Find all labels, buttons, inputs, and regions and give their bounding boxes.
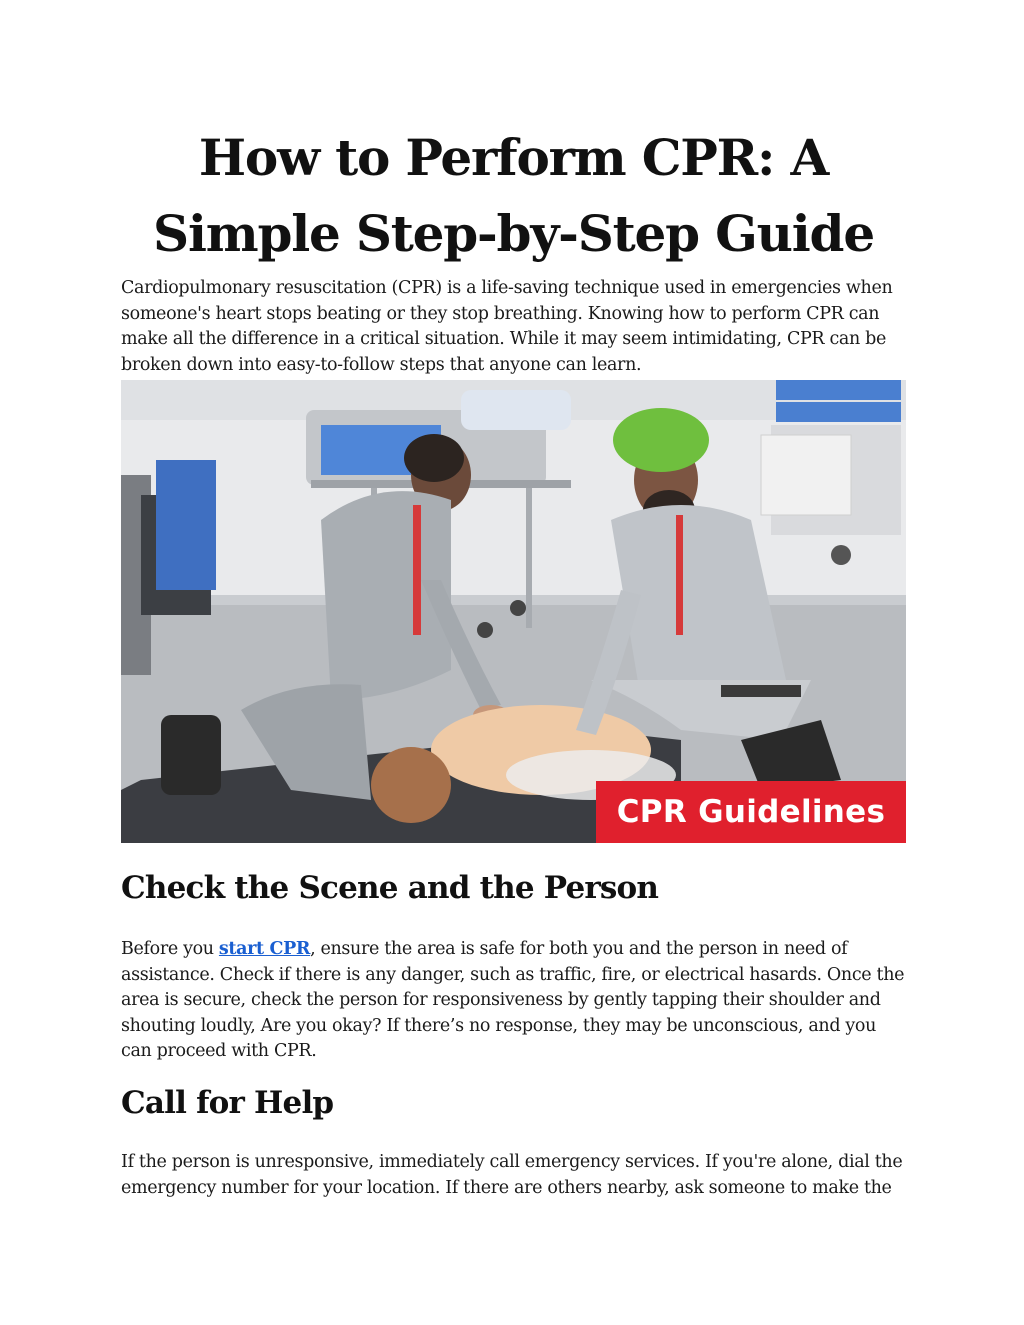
- section-heading-call-help: Call for Help: [121, 1085, 334, 1121]
- body-text-before-link: Before you: [121, 939, 219, 959]
- start-cpr-link[interactable]: start CPR: [218, 939, 311, 959]
- section-body-check-scene: [121, 937, 906, 1065]
- intro-paragraph: Cardiopulmonary resuscitation (CPR) is a life-saving technique used in emergencies when someone's heart stops beating or they stop breathing. Knowing how to perform CPR can make all the difference in a critical situation. While it may seem intimidating, CPR can be broken down into easy-to-follow steps that anyone can learn.: [121, 278, 893, 375]
- article: [121, 120, 906, 1198]
- body-text-after-link: , ensure the area is safe for both you and the person in need of assistance. Check if there is any danger, such as traffic, fire, or electrical hasards. Once the area is secure, check the person for responsiveness by gently tapping their shoulder and shouting loudly, Are you okay? If there’s no response, they may be unconscious, and you can proceed with CPR.: [121, 939, 905, 1061]
- hero-caption: CPR Guidelines: [596, 781, 906, 843]
- cpr-training-illustration: [121, 380, 906, 843]
- page-title: How to Perform CPR: A Simple Step-by-Step Guide: [153, 128, 874, 263]
- hero-image: [121, 380, 906, 843]
- section-heading-check-scene: Check the Scene and the Person: [121, 870, 659, 906]
- section-body-call-help: If the person is unresponsive, immediately call emergency services. If you're alone, dial the emergency number for your location. If there are others nearby, ask someone to make the: [121, 1152, 903, 1198]
